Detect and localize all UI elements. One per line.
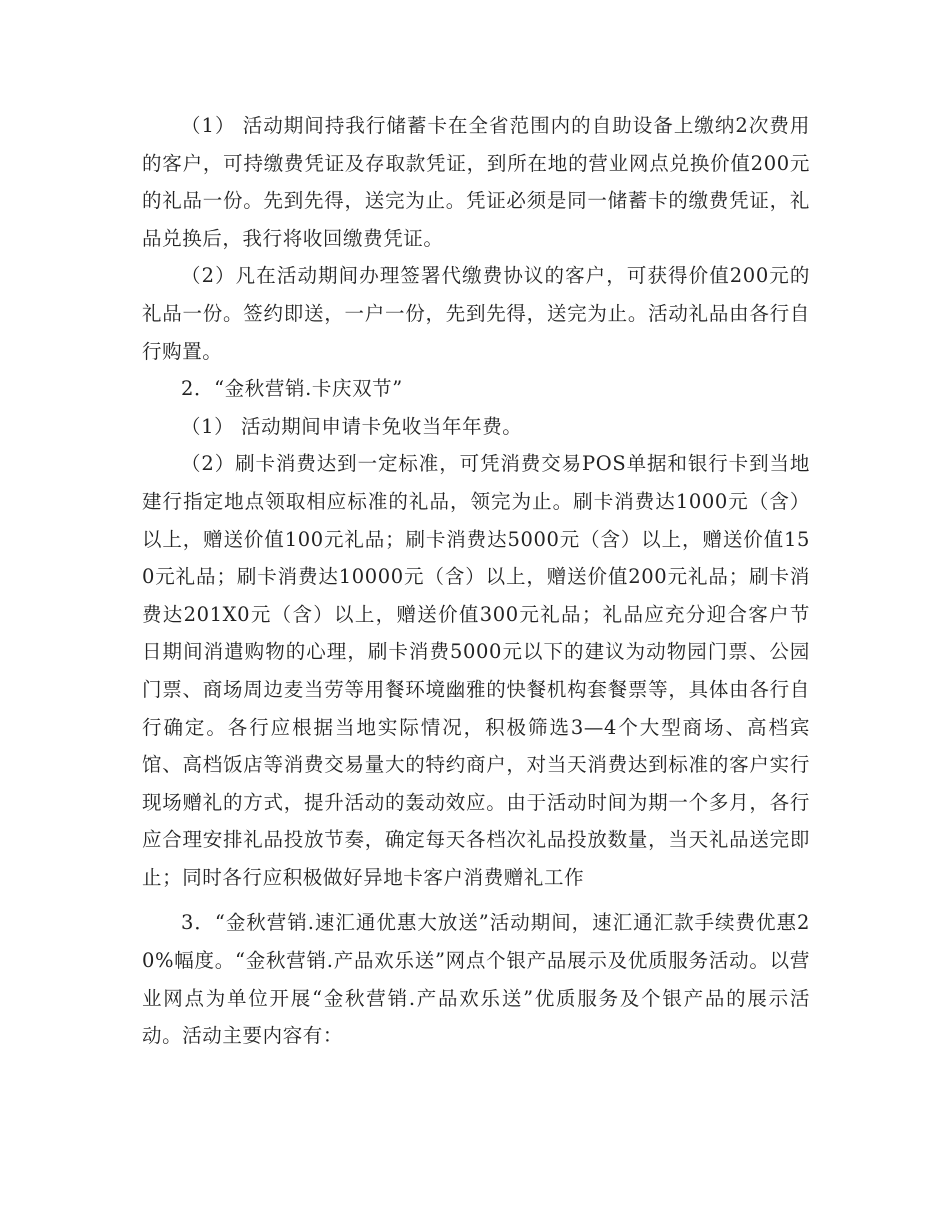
- paragraph-2: （2）凡在活动期间办理签署代缴费协议的客户，可获得价值200元的礼品一份。签约即送，一户一份，先到先得，送完为止。活动礼品由各行自行购置。: [142, 264, 810, 363]
- paragraph-4: （2）刷卡消费达到一定标准，可凭消费交易POS单据和银行卡到当地建行指定地点领取相应标准的礼品，领完为止。刷卡消费达1000元（含）以上，赠送价值100元礼品；刷卡消费达5000元（含）以上，赠送价值150元礼品；刷卡消费达10000元（含）以上，赠送价值200元礼品；刷卡消费达201X0元（含）以上，赠送价值300元礼品；礼品应充分迎合客户节日期间消遣购物的心理，刷卡消费5000元以下的建议为动物园门票、公园门票、商场周边麦当劳等用餐环境幽雅的快餐机构套餐票等，具体由各行自行确定。各行应根据当地实际情况，积极筛选3—4个大型商场、高档宾馆、高档饭店等消费交易量大的特约商户，对当天消费达到标准的客户实行现场赠礼的方式，提升活动的轰动效应。由于活动时间为期一个多月，各行应合理安排礼品投放节奏，确定每天各档次礼品投放数量，当天礼品送完即止；同时各行应积极做好异地卡客户消费赠礼工作: [142, 452, 810, 889]
- paragraph-5: 3．“金秋营销.速汇通优惠大放送”活动期间，速汇通汇款手续费优惠20%幅度。“金秋营销.产品欢乐送”网点个银产品展示及优质服务活动。以营业网点为单位开展“金秋营销.产品欢乐送”优质服务及个银产品的展示活动。活动主要内容有：: [142, 911, 810, 1048]
- paragraph-3: （1） 活动期间申请卡免收当年年费。: [181, 414, 523, 438]
- section-heading-2: 2．“金秋营销.卡庆双节”: [181, 377, 403, 401]
- paragraph-1: （1） 活动期间持我行储蓄卡在全省范围内的自助设备上缴纳2次费用的客户，可持缴费凭证及存取款凭证，到所在地的营业网点兑换价值200元的礼品一份。先到先得，送完为止。凭证必须是同一储蓄卡的缴费凭证，礼品兑换后，我行将收回缴费凭证。: [142, 114, 810, 250]
- document-body: [142, 107, 810, 1055]
- paragraph-gap: [142, 896, 810, 904]
